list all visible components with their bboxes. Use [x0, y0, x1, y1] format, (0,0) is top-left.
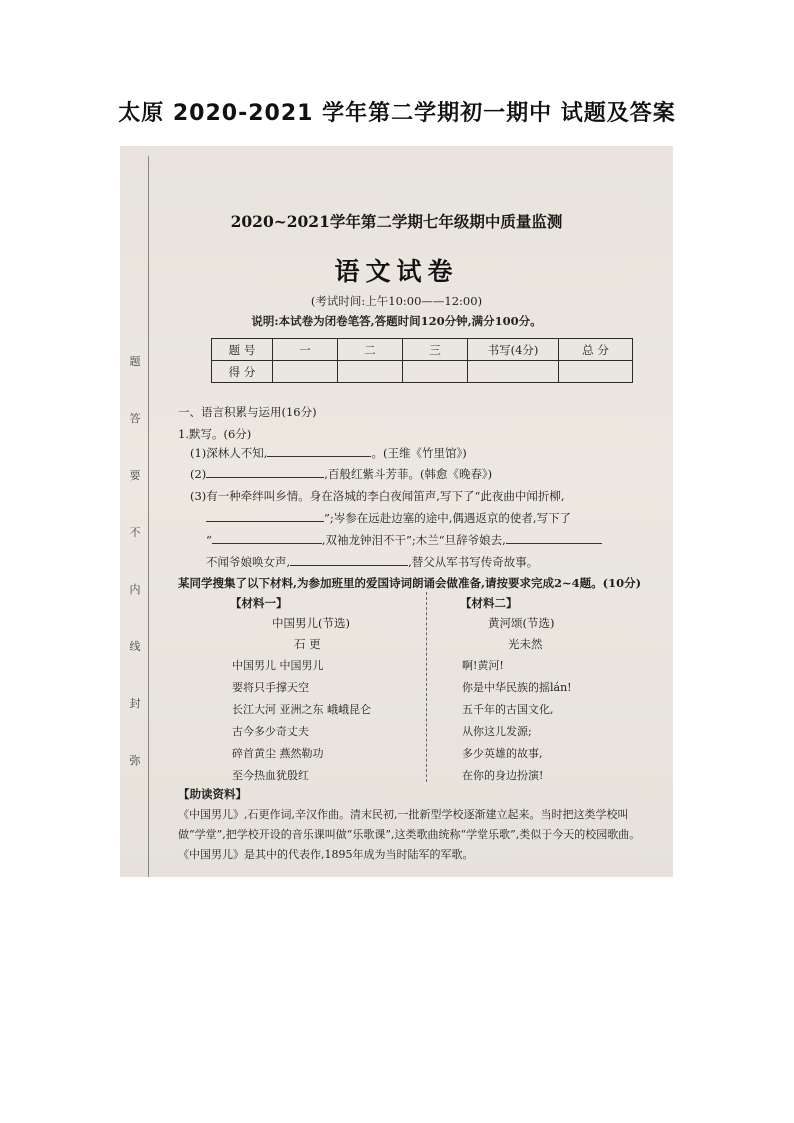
question-1-3-line-4	[206, 554, 538, 570]
poem-line: 在你的身边扮演!	[462, 769, 544, 782]
answer-blank[interactable]	[290, 554, 408, 566]
seal-char: 题	[129, 355, 141, 368]
poem-line: 要将只手撑天空	[232, 681, 309, 694]
exam-instructions: 说明:本试卷为闭卷笔答,答题时间120分钟,满分100分。	[251, 314, 542, 328]
seal-char: 封	[129, 697, 141, 710]
material-2-title: 黄河颂(节选)	[488, 616, 555, 630]
seal-char: 答	[129, 412, 141, 425]
material-1-title: 中国男儿(节选)	[272, 616, 350, 630]
q1-2-prefix: (2)	[190, 467, 207, 481]
poem-line: 长江大河 亚洲之东 峨峨昆仑	[232, 703, 371, 716]
aux-label: 【助读资料】	[178, 787, 247, 801]
question-1-3-line-3	[206, 532, 602, 548]
question-1-3-line-2	[206, 510, 571, 526]
score-cell	[273, 361, 338, 383]
question-1-title: 1.默写。(6分)	[178, 427, 252, 441]
page-heading: 太原 2020-2021 学年第二学期初一期中 试题及答案	[118, 101, 676, 126]
q1-2-source: ,百般红紫斗芳菲。(韩愈《晚春》)	[324, 467, 493, 481]
exam-title: 2020~2021学年第二学期七年级期中质量监测	[230, 212, 563, 231]
poem-line: 多少英雄的故事,	[462, 747, 543, 760]
question-1-3-line-1: (3)有一种牵绊叫乡情。身在洛城的李白夜闻笛声,写下了“此夜曲中闻折柳,	[190, 489, 565, 503]
seal-char: 内	[129, 583, 141, 596]
seal-char: 线	[129, 640, 141, 653]
poem-line: 从你这儿发源;	[462, 725, 532, 738]
aux-paragraph: 《中国男儿》,石更作词,辛汉作曲。清末民初,一批新型学校逐渐建立起来。当时把这类学校叫做“学堂”,把学校开设的音乐课叫做“乐歌课”,这类歌曲统称“学堂乐歌”,类似于今天的校园歌曲。《中国男儿》是其中的代表作,1895年成为当时陆军的军歌。	[178, 808, 641, 861]
score-cell	[403, 361, 468, 383]
poem-line: 古今多少奇丈夫	[232, 725, 309, 738]
material-2-author: 光未然	[508, 637, 543, 651]
q1-3-text: ,替父从军书写传奇故事。	[408, 555, 539, 569]
q1-3-text: ,双袖龙钟泪不干”;木兰“旦辞爷娘去,	[321, 533, 506, 547]
poem-line: 你是中华民族的摇lán!	[462, 681, 572, 694]
q1-3-text: ”;岑参在远赴边塞的途中,偶遇返京的使者,写下了	[324, 511, 572, 525]
answer-blank[interactable]	[206, 510, 324, 522]
material-1-label: 【材料一】	[230, 596, 288, 610]
answer-blank[interactable]	[506, 532, 602, 544]
poem-line: 碎首黄尘 燕然勒功	[232, 747, 324, 760]
exam-time: (考试时间:上午10:00——12:00)	[310, 294, 483, 308]
score-header-cell: 一	[273, 339, 338, 361]
q1-3-quote-open: “	[206, 533, 212, 547]
score-header-cell: 总 分	[559, 339, 633, 361]
material-2-label: 【材料二】	[460, 596, 518, 610]
score-header-cell: 三	[403, 339, 468, 361]
answer-blank[interactable]	[212, 532, 322, 544]
section-title: 一、语言积累与运用(16分)	[178, 405, 317, 419]
score-header-cell: 题 号	[212, 339, 273, 361]
score-table-row	[212, 361, 633, 383]
answer-blank[interactable]	[206, 466, 324, 478]
q1-3-text: 不闻爷娘唤女声,	[206, 555, 291, 569]
q1-1-prefix: (1)深林人不知,	[190, 446, 268, 460]
score-row-label: 得 分	[212, 361, 273, 383]
seal-line-text	[126, 356, 144, 766]
answer-blank[interactable]	[267, 445, 371, 457]
seal-char: 要	[129, 469, 141, 482]
materials-intro: 某同学搜集了以下材料,为参加班里的爱国诗词朗诵会做准备,请按要求完成2~4题。(10分)	[178, 576, 642, 590]
poem-line: 啊!黄河!	[462, 659, 504, 672]
q1-1-source: 。(王维《竹里馆》)	[371, 446, 467, 460]
score-cell	[338, 361, 403, 383]
column-divider	[426, 592, 427, 782]
score-cell	[559, 361, 633, 383]
seal-char: 弥	[129, 754, 141, 767]
poem-line: 中国男儿 中国男儿	[232, 659, 324, 672]
score-table-header	[212, 339, 633, 361]
exam-paper-photo	[120, 146, 673, 877]
subject-title: 语文试卷	[334, 257, 459, 286]
question-1-1	[190, 445, 467, 461]
score-header-cell: 二	[338, 339, 403, 361]
material-1-author: 石 更	[294, 637, 321, 651]
seal-char: 不	[129, 526, 141, 539]
score-table	[211, 338, 633, 383]
question-1-2	[190, 466, 492, 482]
poem-line: 五千年的古国文化,	[462, 703, 554, 716]
score-header-cell: 书写(4分)	[468, 339, 559, 361]
poem-line: 至今热血犹殷红	[232, 769, 309, 782]
score-cell	[468, 361, 559, 383]
